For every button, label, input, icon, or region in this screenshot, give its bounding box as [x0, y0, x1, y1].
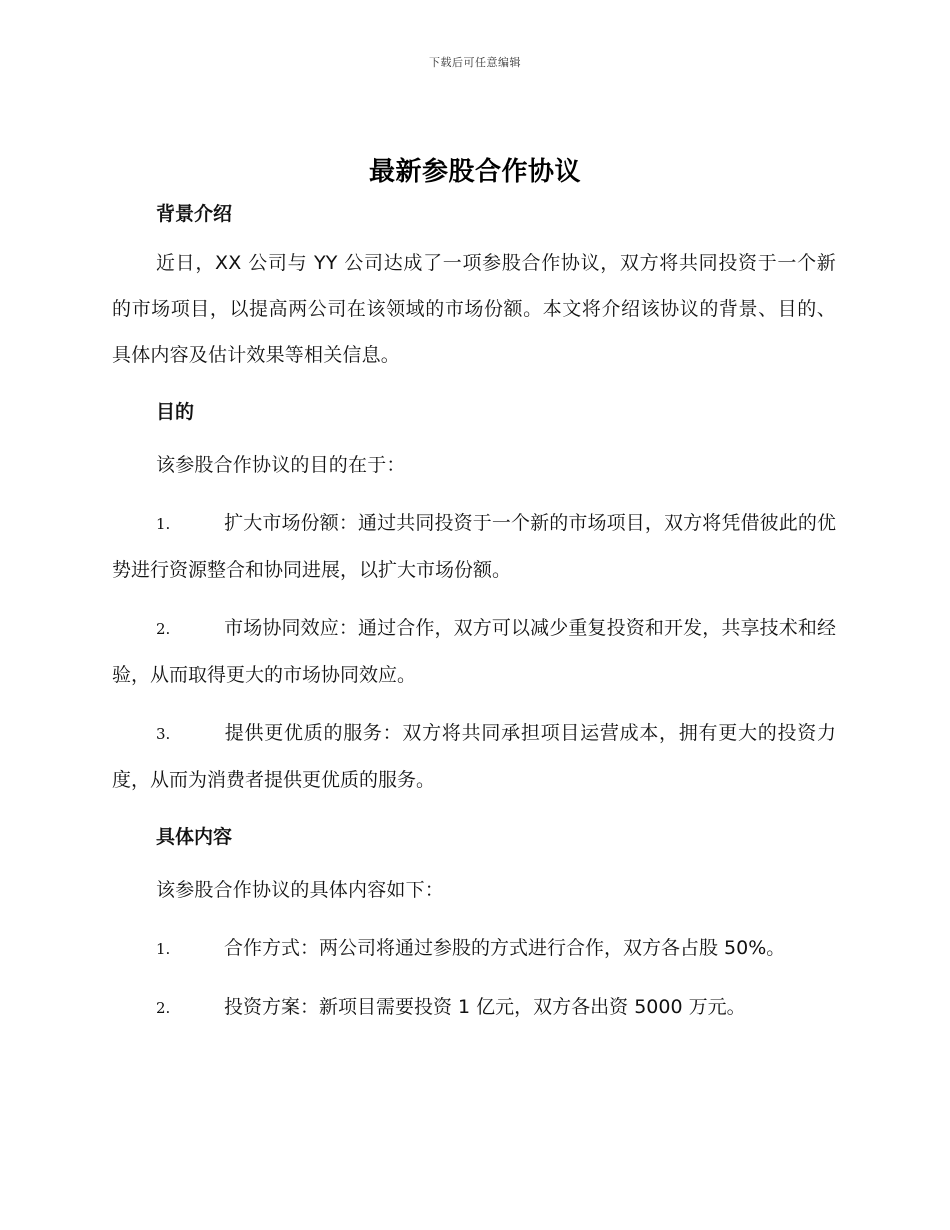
document-title: 最新参股合作协议	[368, 157, 581, 187]
list-number: 1.	[156, 940, 171, 958]
list-text: 合作方式：两公司将通过参股的方式进行合作，双方各占股 50%。	[224, 937, 786, 959]
list-item	[112, 710, 836, 803]
list-text: 投资方案：新项目需要投资 1 亿元，双方各出资 5000 万元。	[224, 996, 746, 1018]
list-number: 3.	[156, 725, 171, 743]
list-number: 1.	[156, 515, 171, 533]
details-intro: 该参股合作协议的具体内容如下：	[156, 879, 445, 901]
list-text: 市场协同效应：通过合作，双方可以减少重复投资和开发，共享技术和经验，从而取得更大的市场协同效应。	[112, 617, 836, 686]
list-number: 2.	[156, 620, 171, 638]
section-heading-purpose: 目的	[156, 401, 195, 423]
list-item	[112, 500, 836, 593]
background-paragraph: 近日，XX 公司与 YY 公司达成了一项参股合作协议，双方将共同投资于一个新的市场项目，以提高两公司在该领域的市场份额。本文将介绍该协议的背景、目的、具体内容及估计效果等相关信息。	[112, 252, 836, 366]
header-note: 下载后可任意编辑	[429, 56, 521, 69]
purpose-intro: 该参股合作协议的目的在于：	[156, 454, 406, 476]
list-text: 扩大市场份额：通过共同投资于一个新的市场项目，双方将凭借彼此的优势进行资源整合和协同进展，以扩大市场份额。	[112, 512, 836, 581]
list-item	[112, 984, 836, 1031]
section-heading-background: 背景介绍	[156, 203, 233, 225]
document-body	[112, 196, 836, 1031]
list-number: 2.	[156, 999, 171, 1017]
list-text: 提供更优质的服务：双方将共同承担项目运营成本，拥有更大的投资力度，从而为消费者提供更优质的服务。	[112, 722, 836, 791]
list-item	[112, 605, 836, 698]
section-heading-details: 具体内容	[156, 826, 233, 848]
list-item	[112, 925, 836, 972]
